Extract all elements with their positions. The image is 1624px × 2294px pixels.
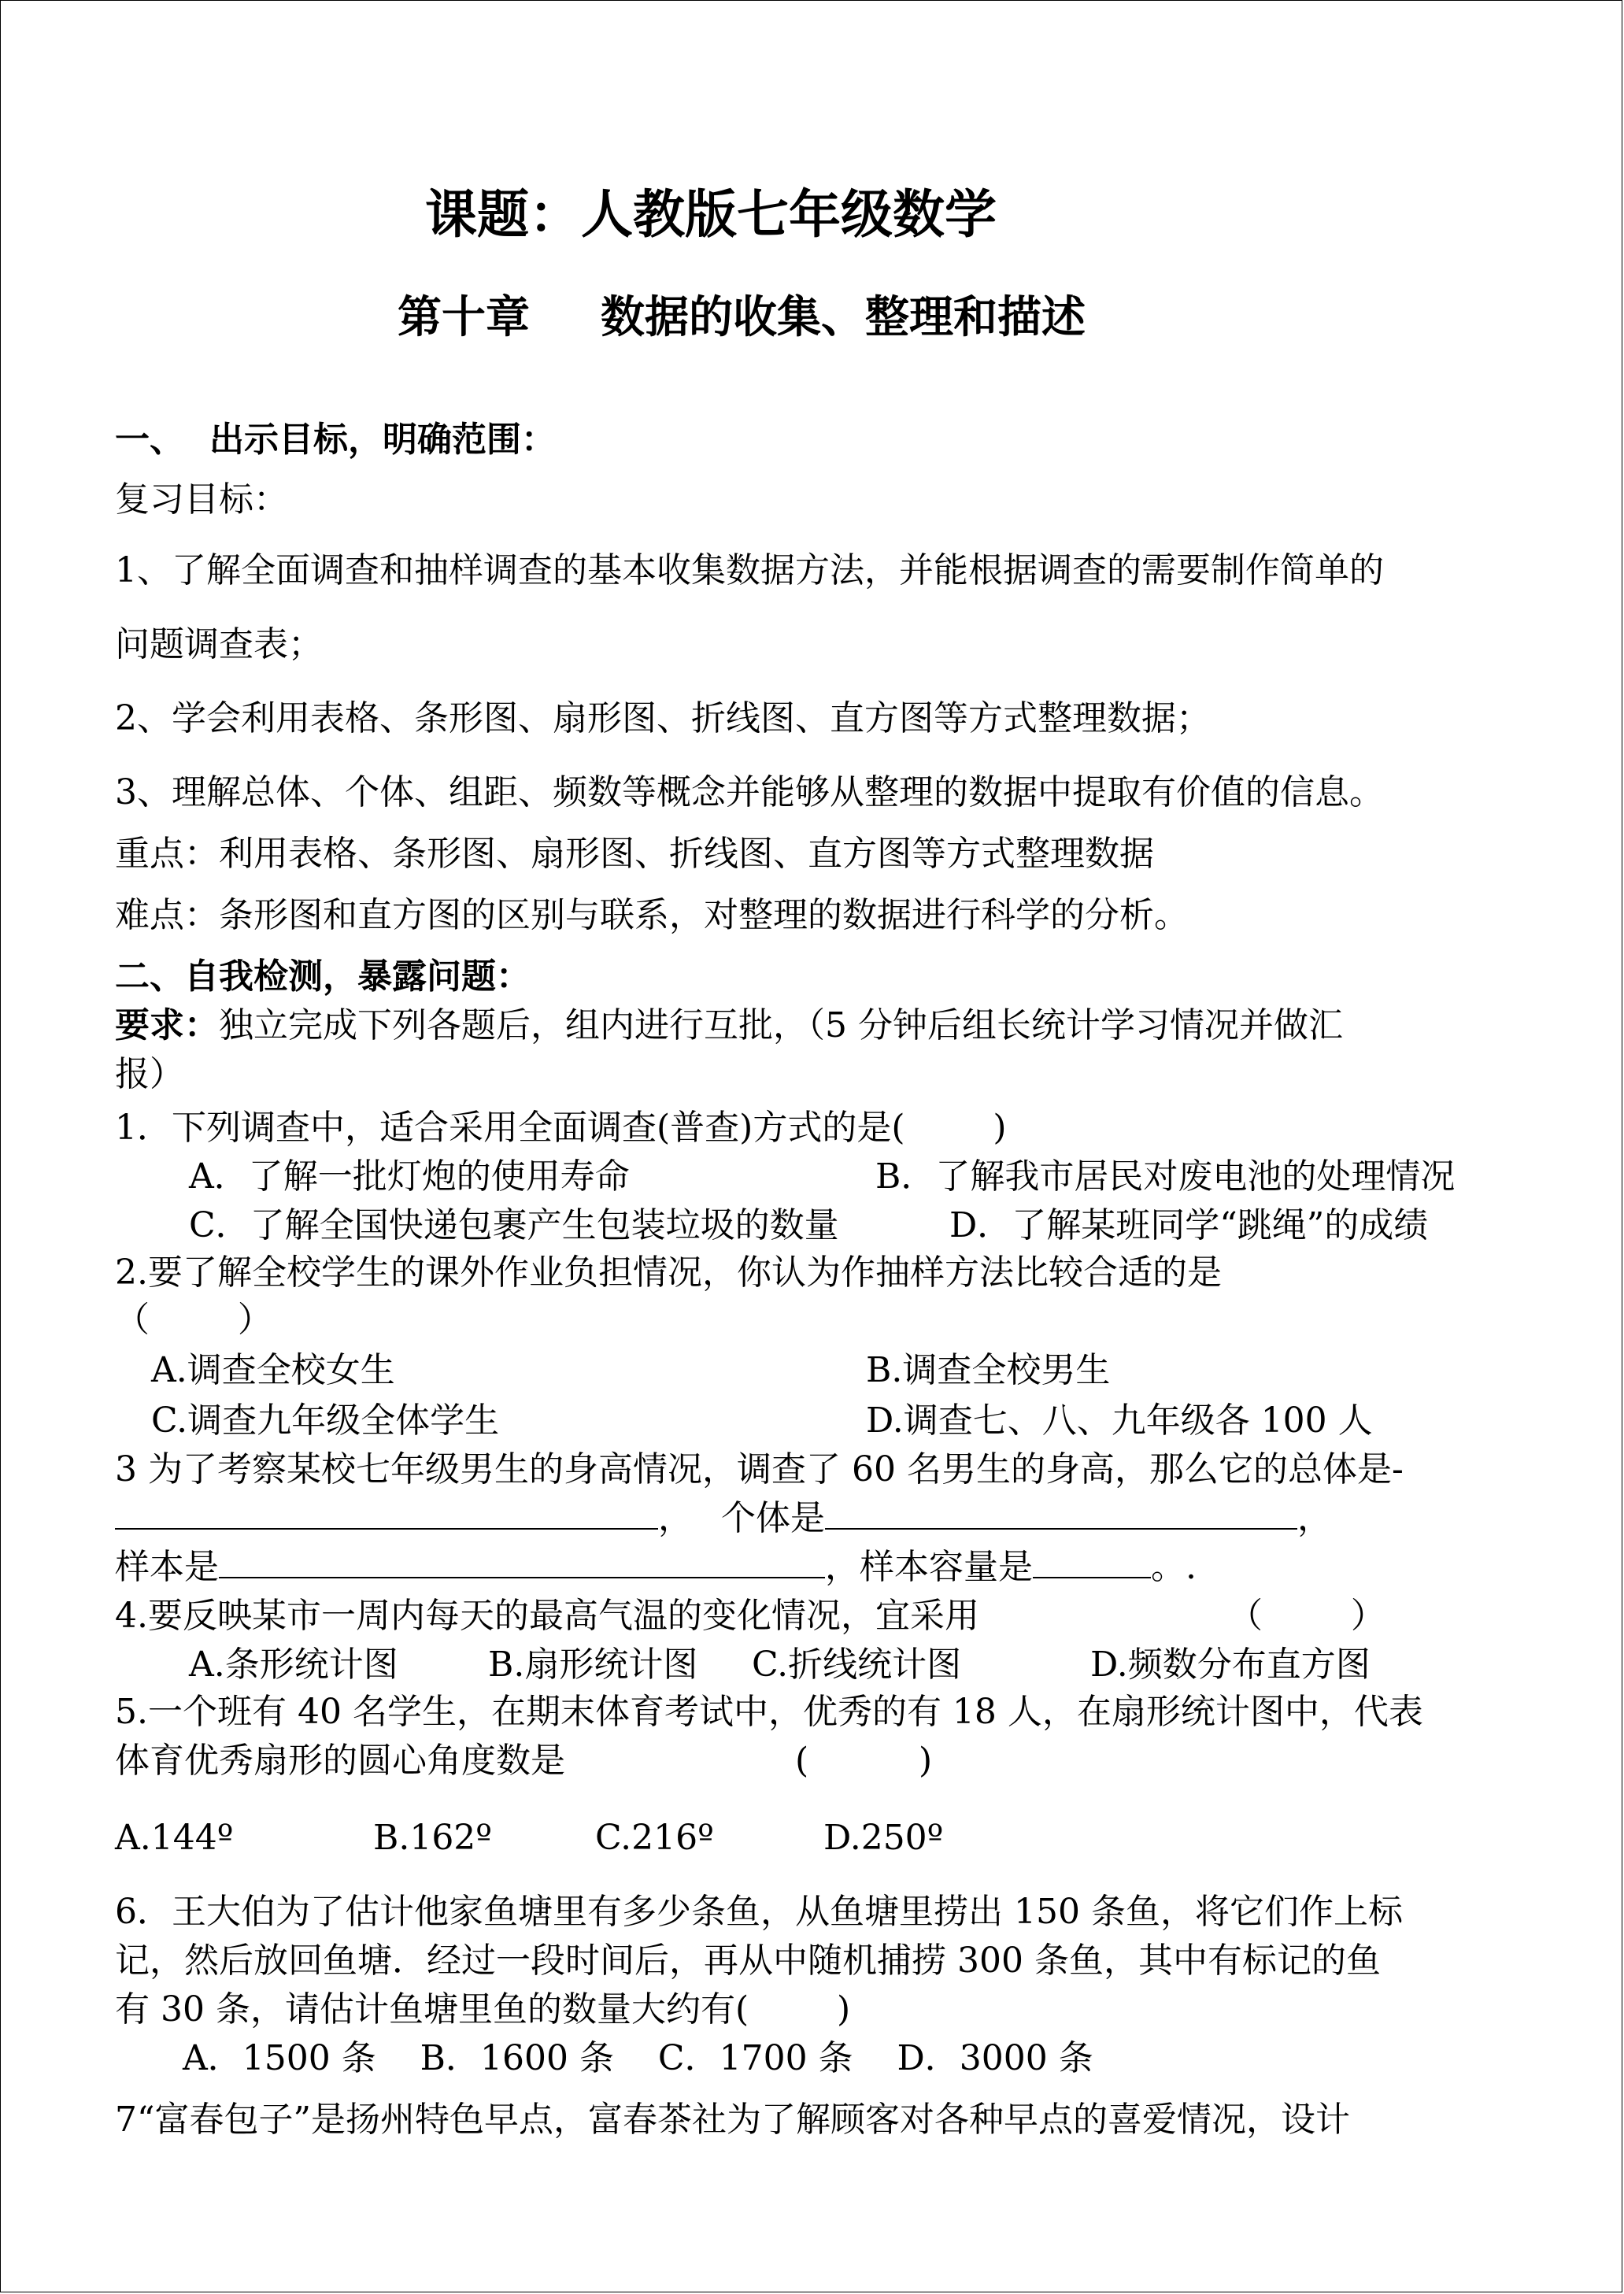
q5-stem: 5.一个班有 40 名学生，在期末体育考试中，优秀的有 18 人，在扇形统计图中，代表 — [115, 1692, 1423, 1732]
requirement — [115, 1003, 1343, 1049]
q4-paren: （ ） — [1228, 1596, 1385, 1636]
q1-option-c: C．了解全国快递包裹产生包装垃圾的数量 — [189, 1205, 839, 1245]
q4-option-a: A.条形统计图 — [189, 1645, 398, 1685]
q5-option-c: C.216º — [595, 1818, 714, 1858]
chapter-number: 第十章 — [398, 291, 530, 343]
section1-title: 出示目标，明确范围： — [209, 420, 556, 460]
section1-number: 一、 — [115, 420, 184, 460]
chapter-topic: 数据的收集、整理和描述 — [601, 291, 1086, 343]
q5-option-a: A.144º — [115, 1818, 234, 1858]
q1-option-d: D．了解某班同学“跳绳”的成绩 — [949, 1205, 1429, 1245]
difficulty-point: 难点：条形图和直方图的区别与联系，对整理的数据进行科学的分析。 — [115, 895, 1189, 935]
page-title: 课题：人教版七年级数学 — [425, 183, 997, 245]
q3-comma: ， — [658, 1498, 693, 1538]
goal-2: 2、学会利用表格、条形图、扇形图、折线图、直方图等方式整理数据； — [115, 698, 1211, 738]
q3-size-label: ，样本容量是 — [825, 1547, 1033, 1587]
q3-individual-blank[interactable] — [825, 1497, 1297, 1530]
section1-heading — [115, 417, 556, 463]
q6-line3: 有 30 条，请估计鱼塘里鱼的数量大约有( ) — [115, 1989, 851, 2029]
goal-label: 复习目标： — [115, 479, 288, 520]
q4-option-c: C.折线统计图 — [752, 1645, 962, 1685]
q5-option-d: D.250º — [823, 1818, 944, 1858]
q4-option-d: D.频数分布直方图 — [1090, 1645, 1371, 1685]
section2-heading: 二、自我检测，暴露问题： — [115, 956, 531, 997]
q5-paren: ( ) — [795, 1741, 933, 1781]
q3-comma2: ， — [1297, 1498, 1332, 1538]
q5-stem-cont: 体育优秀扇形的圆心角度数是 — [115, 1741, 565, 1781]
q6-line1: 6．王大伯为了估计他家鱼塘里有多少条鱼，从鱼塘里捞出 150 条鱼，将它们作上标 — [115, 1892, 1403, 1932]
q3-line2 — [115, 1496, 1332, 1541]
q3-population-blank[interactable] — [115, 1497, 658, 1530]
q2-option-c: C.调查九年级全体学生 — [151, 1400, 500, 1441]
goal-3: 3、理解总体、个体、组距、频数等概念并能够从整理的数据中提取有价值的信息。 — [115, 772, 1384, 812]
q1-option-b: B．了解我市居民对废电池的处理情况 — [875, 1156, 1456, 1197]
requirement-text: 独立完成下列各题后，组内进行互批，（5 分钟后组长统计学习情况并做汇 — [219, 1005, 1343, 1045]
key-point: 重点：利用表格、条形图、扇形图、折线图、直方图等方式整理数据 — [115, 834, 1154, 874]
q6-line2: 记，然后放回鱼塘．经过一段时间后，再从中随机捕捞 300 条鱼，其中有标记的鱼 — [115, 1941, 1381, 1981]
q1-option-a: A．了解一批灯炮的使用寿命 — [189, 1156, 630, 1197]
requirement-cont: 报） — [115, 1054, 184, 1094]
q6-options: A．1500 条 B．1600 条 C．1700 条 D．3000 条 — [183, 2038, 1093, 2078]
q3-stem: 3 为了考察某校七年级男生的身高情况，调查了 60 名男生的身高，那么它的总体是- — [115, 1449, 1404, 1489]
q3-line3 — [115, 1545, 1197, 1590]
requirement-label: 要求： — [115, 1005, 219, 1045]
q4-stem: 4.要反映某市一周内每天的最高气温的变化情况，宜采用 — [115, 1596, 979, 1636]
q3-sample-blank[interactable] — [219, 1545, 825, 1578]
q4-option-b: B.扇形统计图 — [488, 1645, 698, 1685]
q5-option-b: B.162º — [373, 1818, 492, 1858]
q3-sample-label: 样本是 — [115, 1547, 219, 1587]
q7-line1: 7“富春包子”是扬州特色早点，富春茶社为了解顾客对各种早点的喜爱情况，设计 — [115, 2100, 1350, 2140]
q2-option-d: D.调查七、八、九年级各 100 人 — [866, 1400, 1373, 1441]
q1-stem: 1．下列调查中，适合采用全面调查(普查)方式的是( ) — [115, 1108, 1007, 1148]
q3-end: 。. — [1151, 1547, 1197, 1587]
q3-size-blank[interactable] — [1033, 1545, 1151, 1578]
q2-paren: （ ） — [115, 1300, 272, 1340]
q2-option-a: A.调查全校女生 — [151, 1350, 395, 1390]
goal-1-cont: 问题调查表； — [115, 624, 323, 664]
q2-option-b: B.调查全校男生 — [866, 1350, 1111, 1390]
goal-1: 1、了解全面调查和抽样调查的基本收集数据方法，并能根据调查的需要制作简单的 — [115, 550, 1384, 590]
q3-individual-label: 个体是 — [721, 1498, 825, 1538]
q2-stem: 2.要了解全校学生的课外作业负担情况，你认为作抽样方法比较合适的是 — [115, 1252, 1222, 1293]
chapter-subtitle — [398, 290, 1086, 345]
